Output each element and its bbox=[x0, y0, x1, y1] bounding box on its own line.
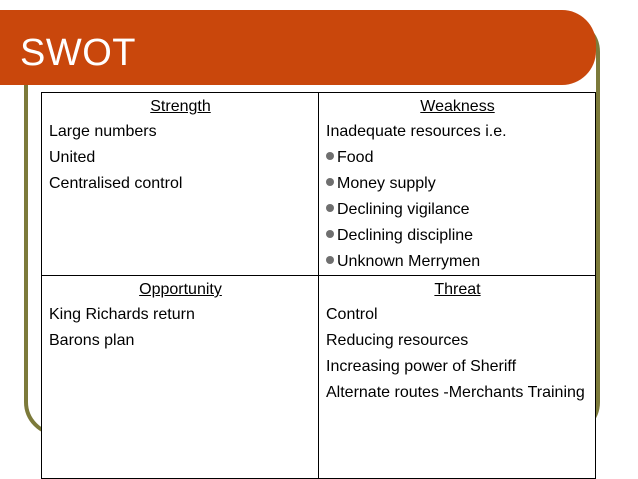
weakness-bullet-item bbox=[326, 223, 589, 249]
threat-item: Reducing resources bbox=[326, 332, 469, 349]
bullet-icon bbox=[326, 204, 334, 212]
opportunity-cell bbox=[42, 276, 319, 479]
weakness-bullet-text: Food bbox=[337, 149, 374, 166]
threat-item: Increasing power of Sheriff bbox=[326, 358, 517, 375]
threat-item: Control bbox=[326, 306, 378, 323]
weakness-bullet-item bbox=[326, 249, 589, 275]
opportunity-item: Barons plan bbox=[49, 332, 135, 349]
threat-heading: Threat bbox=[434, 281, 481, 298]
bullet-icon bbox=[326, 152, 334, 160]
weakness-cell bbox=[319, 93, 596, 276]
weakness-bullet-text: Declining discipline bbox=[337, 227, 474, 244]
weakness-heading: Weakness bbox=[420, 98, 495, 115]
swot-table bbox=[41, 92, 596, 479]
strength-item: Centralised control bbox=[49, 175, 183, 192]
threat-cell bbox=[319, 276, 596, 479]
bullet-icon bbox=[326, 256, 334, 264]
strength-item: United bbox=[49, 149, 96, 166]
title-bar bbox=[0, 10, 596, 85]
swot-row-bottom bbox=[42, 276, 596, 479]
weakness-intro: Inadequate resources i.e. bbox=[326, 123, 507, 140]
strength-item: Large numbers bbox=[49, 123, 157, 140]
threat-item-wrapped: Alternate routes -Merchants Training bbox=[326, 384, 585, 401]
weakness-bullet-item bbox=[326, 171, 589, 197]
strength-heading: Strength bbox=[150, 98, 211, 115]
strength-cell bbox=[42, 93, 319, 276]
swot-row-top bbox=[42, 93, 596, 276]
slide-title: SWOT bbox=[20, 32, 136, 74]
weakness-bullet-text: Money supply bbox=[337, 175, 436, 192]
opportunity-heading: Opportunity bbox=[139, 281, 222, 298]
weakness-bullet-item bbox=[326, 197, 589, 223]
bullet-icon bbox=[326, 230, 334, 238]
weakness-bullet-text: Unknown Merrymen bbox=[337, 253, 481, 270]
opportunity-item: King Richards return bbox=[49, 306, 195, 323]
weakness-bullet-text: Declining vigilance bbox=[337, 201, 470, 218]
weakness-bullet-item bbox=[326, 145, 589, 171]
bullet-icon bbox=[326, 178, 334, 186]
